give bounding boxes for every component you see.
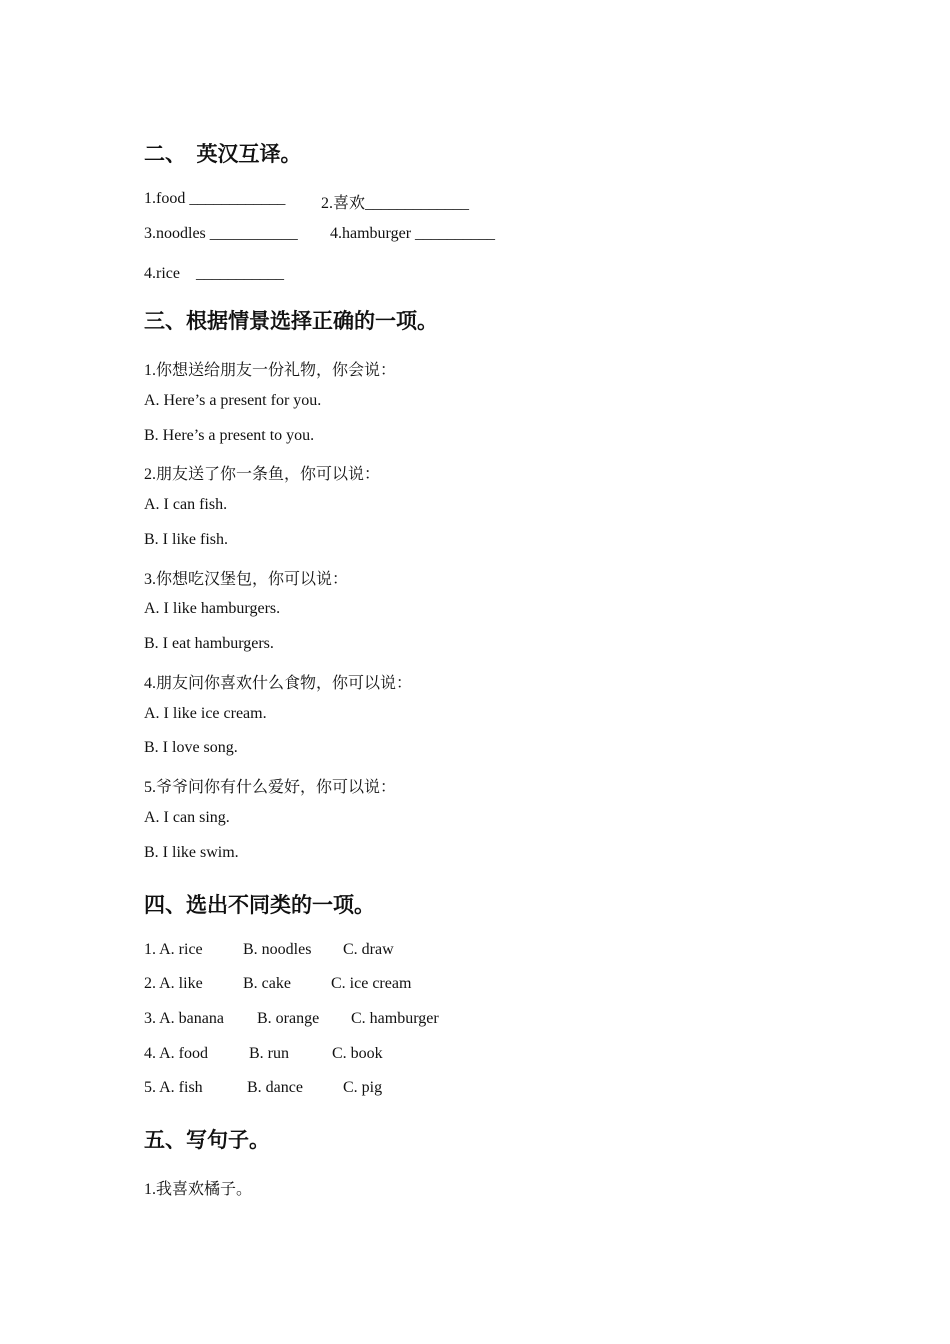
question-line: 4.朋友问你喜欢什么食物，你可以说： [144,675,413,692]
choice-b: B. dance [247,1079,303,1096]
section-3-heading: 三、根据情景选择正确的一项。 [144,309,438,333]
choice-c: C. book [332,1045,383,1062]
option-line: B. I like fish. [144,531,228,548]
option-line: A. I can sing. [144,809,230,826]
choice-b: B. noodles [243,941,312,958]
option-line: B. I eat hamburgers. [144,635,274,652]
option-line: B. I like swim. [144,844,239,861]
choice-a: 5. A. fish [144,1079,203,1096]
translation-item: 4.rice ___________ [144,265,284,282]
choice-a: 1. A. rice [144,941,203,958]
question-line: 3.你想吃汉堡包，你可以说： [144,571,349,588]
choice-c: C. pig [343,1079,383,1096]
choice-a: 4. A. food [144,1045,208,1062]
translation-item: 2.喜欢_____________ [321,195,470,212]
choice-c: C. draw [343,941,394,958]
section-5-heading: 五、写句子。 [144,1128,270,1152]
translation-item: 1.food ____________ [144,190,286,207]
question-line: 1.你想送给朋友一份礼物，你会说： [144,362,397,379]
option-line: B. I love song. [144,739,238,756]
option-line: A. I like hamburgers. [144,600,281,617]
option-line: A. I can fish. [144,496,228,513]
choice-b: B. orange [257,1010,320,1027]
translation-item: 4.hamburger __________ [330,225,496,242]
section-4-heading: 四、选出不同类的一项。 [144,893,375,917]
choice-b: B. cake [243,975,291,992]
section-2-heading: 二、 英汉互译。 [144,142,302,166]
choice-c: C. ice cream [331,975,412,992]
question-line: 5.爷爷问你有什么爱好，你可以说： [144,779,397,796]
choice-a: 2. A. like [144,975,203,992]
question-line: 2.朋友送了你一条鱼，你可以说： [144,466,381,483]
choice-b: B. run [249,1045,289,1062]
sentence-prompt: 1.我喜欢橘子。 [144,1181,253,1198]
option-line: B. Here’s a present to you. [144,427,315,444]
choice-a: 3. A. banana [144,1010,224,1027]
translation-item: 3.noodles ___________ [144,225,298,242]
option-line: A. I like ice cream. [144,705,267,722]
option-line: A. Here’s a present for you. [144,392,322,409]
choice-c: C. hamburger [351,1010,439,1027]
